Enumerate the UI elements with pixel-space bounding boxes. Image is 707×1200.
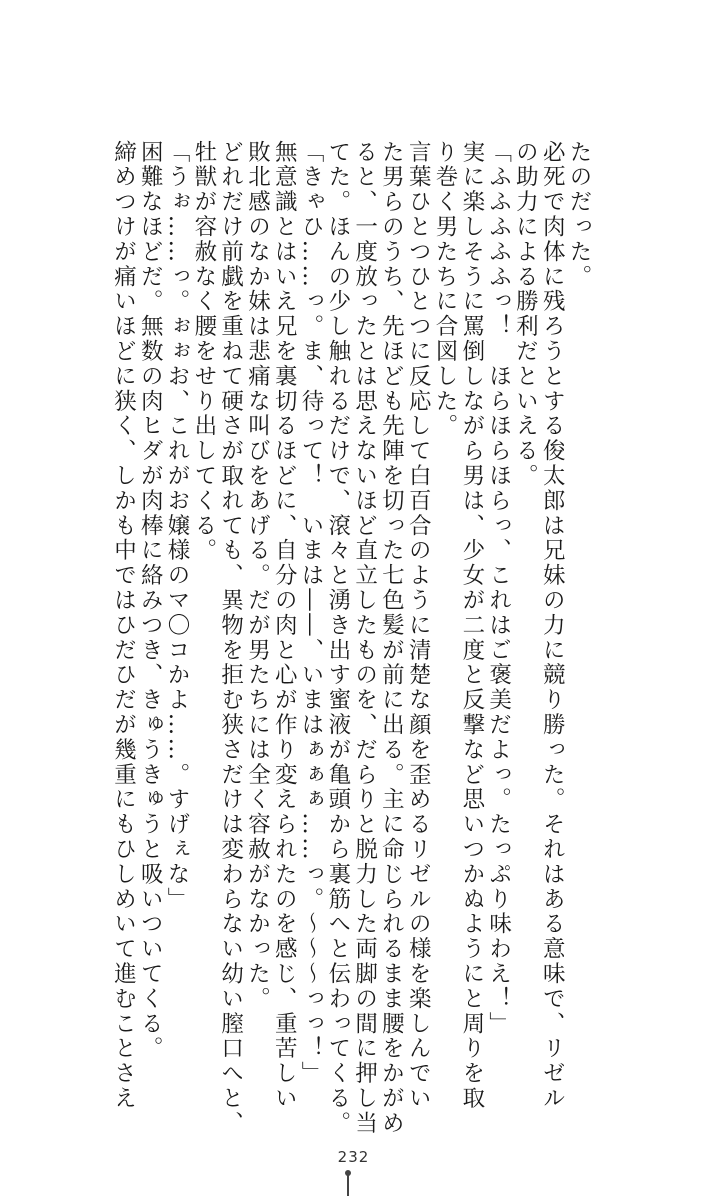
text-line-10: た男らのうち、先ほども先陣を切った七色髪が前に出る。主に命じられるまま腰をかがめ (378, 140, 405, 1136)
text-line-17: たのだった。 (566, 140, 592, 290)
text-line-12: り巻く男たちに合図した。 (432, 140, 459, 439)
text-line-14: 「ふふふふふっ！ ほらほらほらっ、これはご褒美だよっ。たっぷり味わえ！」 (485, 140, 512, 1037)
text-line-2: 「うぉ……っ。ぉぉお、これがお嬢様のマ〇コかよ……。すげぇな」 (164, 140, 191, 912)
text-line-9: ると、一度放ったとは思えないほど直立したものを、だらりと脱力した両脚の間に押し当 (351, 140, 378, 1136)
text-line-7: 「きゃひ……っ。ま、待って！ いまは――、いまはぁぁぁ……っ。〜〜〜っっ！」 (298, 140, 325, 1087)
text-line-3: 牡獣が容赦なく腰をせり出してくる。 (190, 140, 217, 564)
text-line-0: 締めつけが痛いほどに狭く、しかも中ではひだひだが幾重にもひしめいて進むことさえ (110, 140, 137, 1112)
page-marker-rule (347, 1174, 349, 1196)
text-line-15: の助力による勝利だといえる。 (512, 140, 539, 489)
text-line-6: 無意識とはいえ兄を裏切るほどに、自分の肉と心が作り変えられたのを感じ、重苦しい (271, 140, 298, 1112)
text-line-1: 困難なほどだ。無数の肉ヒダが肉棒に絡みつき、きゅうきゅうと吸いついてくる。 (137, 140, 164, 1062)
text-line-4: どれだけ前戯を重ねて硬さが取れても、異物を拒む狭さだけは変わらない幼い膣口へと、 (217, 140, 244, 1136)
text-line-13: 実に楽しそうに罵倒しながら男は、少女が二度と反撃など思いつかぬようにと周りを取 (458, 140, 485, 1112)
text-line-11: 言葉ひとつひとつに反応して白百合のように清楚な顔を歪めるリゼルの様を楽しんでい (405, 140, 432, 1112)
text-line-16: 必死で肉体に残ろうとする俊太郎は兄妹の力に競り勝った。それはある意味で、リゼル (539, 140, 566, 1112)
text-line-5: 敗北感のなか妹は悲痛な叫びをあげる。だが男たちには全く容赦がなかった。 (244, 140, 271, 1012)
vertical-text-body (74, 140, 592, 1136)
page-number: 232 (337, 1148, 370, 1166)
text-line-8: てた。ほんの少し触れるだけで、滾々と湧き出す蜜液が亀頭から裏筋へと伝わってくる。 (324, 140, 351, 1136)
